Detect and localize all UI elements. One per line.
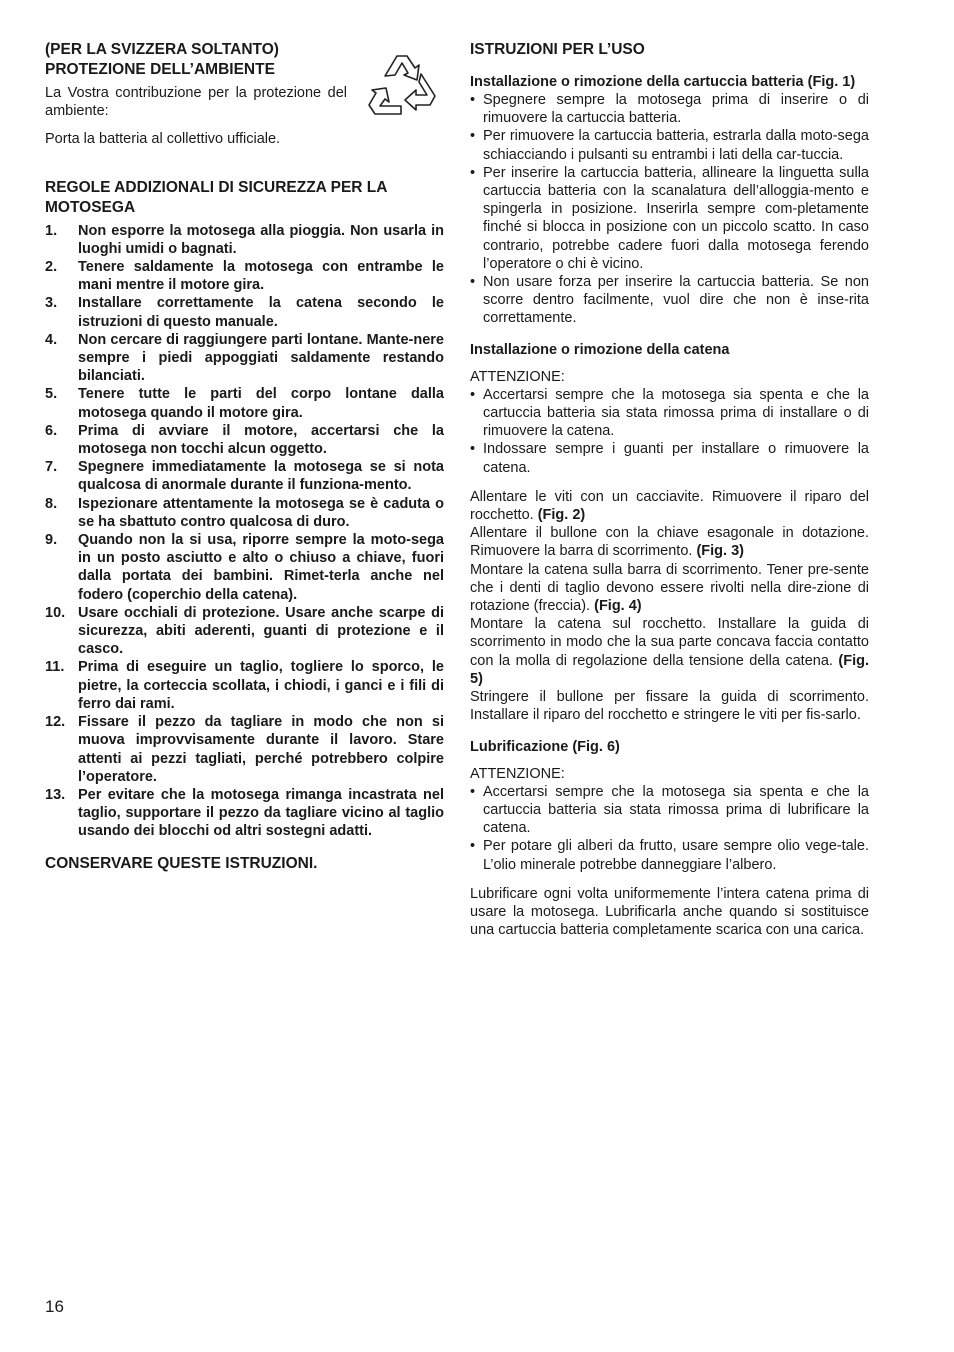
list-item: • Accertarsi sempre che la motosega sia spenta e che la cartuccia batteria sia stata rimossa prima di lubrificare la catena. bbox=[470, 783, 869, 837]
list-item: • Accertarsi sempre che la motosega sia spenta e che la cartuccia batteria sia stata rimossa prima di installare o di rimuovere la catena. bbox=[470, 386, 869, 440]
list-item: 7. Spegnere immediatamente la motosega se si nota qualcosa di anormale durante il funziona-mento. bbox=[45, 459, 444, 494]
left-column bbox=[45, 40, 444, 874]
safety-rules-title: REGOLE ADDIZIONALI DI SICUREZZA PER LA MOTOSEGA bbox=[45, 178, 387, 216]
chain-paragraph-4: Montare la catena sul rocchetto. Installare la guida di scorrimento in modo che la sua parte concava faccia contatto con la molla di regolazione della tensione della catena. (Fig. 5) bbox=[470, 616, 869, 687]
lubrication-paragraph: Lubrificare ogni volta uniformemente l’intera catena prima di usare la motosega. Lubrificarla anche quando si sostituisce una cartuccia batteria completamente scarica con una carica. bbox=[470, 885, 869, 939]
chain-bullets bbox=[470, 386, 869, 477]
keep-instructions-title: CONSERVARE QUESTE ISTRUZIONI. bbox=[45, 854, 318, 872]
environment-title-line-2: PROTEZIONE DELL’AMBIENTE bbox=[45, 61, 275, 78]
list-item: 6. Prima di avviare il motore, accertarsi che la motosega non tocchi alcun oggetto. bbox=[45, 422, 444, 458]
lubrication-attention-label: ATTENZIONE: bbox=[470, 765, 565, 782]
battery-section-title: Installazione o rimozione della cartuccia batteria (Fig. 1) bbox=[470, 74, 856, 90]
list-item: 13. Per evitare che la motosega rimanga incastrata nel taglio, supportare il pezzo da tagliare vicino al taglio usando dei blocchi od altri sostegni adatti. bbox=[45, 786, 444, 840]
safety-rules-list bbox=[45, 222, 444, 841]
list-item: • Non usare forza per inserire la cartuccia batteria. Se non scorre dentro facilmente, vuol dire che non è inse-rita correttamente. bbox=[470, 274, 869, 327]
list-item: 8. Ispezionare attentamente la motosega se è caduta o se ha sbattuto contro qualcosa di duro. bbox=[45, 495, 444, 530]
list-item: 9. Quando non la si usa, riporre sempre la moto-sega in un posto asciutto e alto o chiuso a chiave, fuori dalla portata dei bambini. Rimet-terla anche nel fodero (coperchio della catena). bbox=[45, 532, 444, 603]
environment-title-line-1: (PER LA SVIZZERA SOLTANTO) bbox=[45, 41, 279, 58]
list-item: 12. Fissare il pezzo da tagliare in modo che non si muova improvvisamente durante il lavoro. Stare attenti ai pezzi tagliati, perché potrebbero colpire l’operatore. bbox=[45, 714, 444, 785]
list-item: 5. Tenere tutte le parti del corpo lontane dalla motosega quando il motore gira. bbox=[45, 386, 444, 421]
environment-section bbox=[45, 40, 444, 149]
list-item: 3. Installare correttamente la catena secondo le istruzioni di questo manuale. bbox=[45, 295, 444, 330]
chain-attention-label: ATTENZIONE: bbox=[470, 368, 565, 385]
right-column bbox=[470, 40, 869, 939]
recycle-icon bbox=[361, 48, 441, 124]
list-item: • Per potare gli alberi da frutto, usare sempre olio vege-tale. L’olio minerale potrebbe danneggiare l’albero. bbox=[470, 838, 869, 873]
list-item: • Per inserire la cartuccia batteria, allineare la linguetta sulla cartuccia batteria con la scanalatura dell’alloggia-mento e spingerla in posizione. Inserirla sempre com-pletamente finché si blocca in posizione con un piccolo scatto. In caso contrario, potrebbe cadere fuori dalla motosega ferendo l’operatore o chi è vicino. bbox=[470, 164, 869, 272]
lubrication-bullets bbox=[470, 783, 869, 874]
list-item: • Per rimuovere la cartuccia batteria, estrarla dalla moto-sega schiacciando i pulsanti su entrambi i lati della car-tuccia. bbox=[470, 128, 869, 163]
chain-section-title: Installazione o rimozione della catena bbox=[470, 341, 730, 358]
list-item: 4. Non cercare di raggiungere parti lontane. Mante-nere sempre i piedi appoggiati saldamente restando bilanciati. bbox=[45, 331, 444, 385]
chain-paragraph-5: Stringere il bullone per fissare la guida di scorrimento. Installare il riparo del rocchetto e stringere le viti per fis-sarlo. bbox=[470, 689, 869, 724]
environment-note: Porta la batteria al collettivo ufficiale. bbox=[45, 131, 281, 148]
operating-instructions-title: ISTRUZIONI PER L’USO bbox=[470, 41, 645, 58]
list-item: • Spegnere sempre la motosega prima di inserire o di rimuovere la cartuccia batteria. bbox=[470, 92, 869, 127]
chain-paragraph-1: Allentare le viti con un cacciavite. Rimuovere il riparo del rocchetto. (Fig. 2) bbox=[470, 488, 869, 524]
list-item: 10. Usare occhiali di protezione. Usare anche scarpe di sicurezza, abiti aderenti, guanti di protezione e il casco. bbox=[45, 604, 444, 658]
list-item: • Indossare sempre i guanti per installare o rimuovere la catena. bbox=[470, 441, 869, 476]
environment-body: La Vostra contribuzione per la protezione del ambiente: bbox=[45, 85, 347, 120]
chain-paragraph-3: Montare la catena sulla barra di scorrimento. Tener pre-sente che i denti di taglio devono essere rivolti nella dire-zione di rotazione (freccia). (Fig. 4) bbox=[470, 561, 869, 615]
list-item: 2. Tenere saldamente la motosega con entrambe le mani mentre il motore gira. bbox=[45, 259, 444, 294]
list-item: 1. Non esporre la motosega alla pioggia. Non usarla in luoghi umidi o bagnati. bbox=[45, 222, 444, 257]
lubrication-section-title: Lubrificazione (Fig. 6) bbox=[470, 738, 620, 755]
list-item: 11. Prima di eseguire un taglio, togliere lo sporco, le pietre, la corteccia scollata, i chiodi, i ganci e i fili di ferro dai rami. bbox=[45, 659, 444, 712]
chain-paragraph-2: Allentare il bullone con la chiave esagonale in dotazione. Rimuovere la barra di scorrimento. (Fig. 3) bbox=[470, 525, 869, 560]
battery-bullets bbox=[470, 91, 869, 328]
page-number: 16 bbox=[45, 1297, 64, 1316]
